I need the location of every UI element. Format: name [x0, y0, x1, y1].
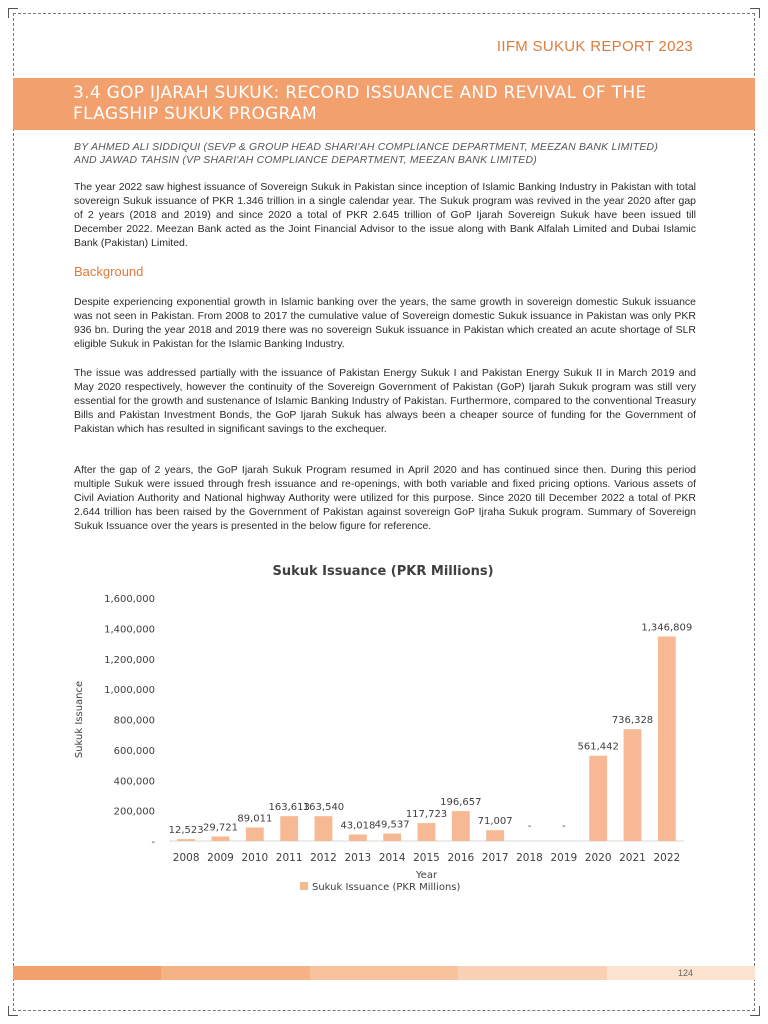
footer-bar-segment — [458, 966, 607, 980]
bar-2008 — [177, 839, 195, 841]
bar-2012 — [315, 816, 333, 841]
data-label-2013: 43,018 — [340, 820, 376, 832]
y-tick-label: 1,600,000 — [104, 594, 155, 605]
bar-2016 — [452, 811, 470, 841]
data-label-2011: 163,613 — [268, 802, 310, 814]
section-title-band — [13, 78, 755, 130]
x-axis-label: Year — [415, 870, 438, 881]
x-tick-label: 2019 — [550, 852, 578, 864]
y-tick-label: 400,000 — [113, 776, 155, 788]
page-number: 124 — [677, 968, 693, 978]
crop-mark — [8, 1006, 18, 1016]
x-tick-label: 2010 — [241, 852, 269, 864]
bar-2021 — [624, 729, 642, 841]
x-tick-label: 2017 — [481, 852, 509, 864]
footer-bar-segment — [161, 966, 310, 980]
report-header-title: IIFM SUKUK REPORT 2023 — [496, 38, 693, 55]
bar-2020 — [589, 756, 607, 841]
y-tick-label: 1,000,000 — [104, 685, 155, 697]
x-tick-label: 2015 — [413, 852, 440, 864]
x-tick-label: 2016 — [447, 852, 475, 864]
crop-mark — [750, 1006, 760, 1016]
y-axis-label: Sukuk Issuance — [74, 680, 85, 759]
data-label-2020: 561,442 — [577, 741, 619, 753]
x-tick-label: 2013 — [344, 852, 372, 864]
x-tick-label: 2009 — [207, 852, 234, 864]
bar-2010 — [246, 827, 264, 841]
bar-2013 — [349, 834, 367, 841]
y-tick-label: 800,000 — [113, 715, 155, 727]
footer-bar-segment — [310, 966, 459, 980]
data-label-2018: - — [527, 821, 532, 832]
footer-color-bar — [13, 966, 755, 980]
chart-svg — [60, 556, 710, 900]
data-label-2017: 71,007 — [477, 816, 513, 828]
data-label-2010: 89,011 — [237, 813, 273, 825]
x-tick-label: 2008 — [172, 852, 200, 864]
y-tick-label: 600,000 — [113, 745, 155, 757]
x-tick-label: 2020 — [584, 852, 612, 864]
sukuk-issuance-chart — [60, 556, 710, 900]
y-tick-label: - — [151, 837, 155, 848]
y-tick-label: 200,000 — [113, 806, 155, 818]
author-byline — [74, 141, 696, 167]
crop-mark — [750, 8, 760, 18]
byline-line-1: BY AHMED ALI SIDDIQUI (SEVP & GROUP HEAD SHARI'AH COMPLIANCE DEPARTMENT, MEEZAN BANK LIMITED) — [74, 141, 659, 153]
legend-swatch — [300, 882, 308, 890]
background-paragraph-3: After the gap of 2 years, the GoP Ijarah Sukuk Program resumed in April 2020 and has continued since then. During this period multiple Sukuk were issued through fresh issuance and re-openings, with both variable and fixed pricing options. Various assets of Civil Aviation Authority and National highway Authority were utilized for this purpose. Since 2020 till December 2022 a total of PKR 2.644 trillion has been raised by the Government of Pakistan against sovereign GoP Ijraha Sukuk program. Summary of Sovereign Sukuk Issuance over the years is presented in the below figure for reference. — [74, 464, 696, 532]
chart-title: Sukuk Issuance (PKR Millions) — [272, 564, 494, 579]
data-label-2021: 736,328 — [611, 715, 654, 727]
x-tick-label: 2012 — [310, 852, 337, 864]
section-title-line-1: 3.4 GOP IJARAH SUKUK: RECORD ISSUANCE AND REVIVAL OF THE — [73, 83, 647, 103]
intro-paragraph: The year 2022 saw highest issuance of Sovereign Sukuk in Pakistan since inception of Islamic Banking Industry in Pakistan with total sovereign Sukuk issuance of PKR 1.346 trillion in a single calendar year. The Sukuk program was revived in the year 2020 after gap of 2 years (2018 and 2019) and since 2020 a total of PKR 2.645 trillion of GoP Ijarah Sovereign Sukuk have been issued till December 2022. Meezan Bank acted as the Joint Financial Advisor to the issue along with Bank Alfalah Limited and Dubai Islamic Bank (Pakistan) Limited. — [74, 181, 696, 249]
data-label-2014: 49,537 — [374, 819, 410, 831]
bar-2017 — [486, 830, 504, 841]
byline-line-2: AND JAWAD TAHSIN (VP SHARI'AH COMPLIANCE DEPARTMENT, MEEZAN BANK LIMITED) — [74, 154, 537, 166]
bar-2022 — [658, 636, 676, 841]
footer-bar-segment — [13, 966, 162, 980]
background-heading: Background — [74, 264, 144, 279]
x-tick-label: 2011 — [275, 852, 303, 864]
crop-mark — [8, 8, 18, 18]
legend-label: Sukuk Issuance (PKR Millions) — [312, 882, 461, 893]
data-label-2009: 29,721 — [203, 822, 238, 834]
bar-2011 — [280, 816, 298, 841]
data-label-2022: 1,346,809 — [641, 622, 693, 634]
bar-2009 — [212, 836, 230, 841]
y-tick-label: 1,400,000 — [104, 624, 155, 636]
data-label-2015: 117,723 — [405, 809, 448, 821]
bar-2015 — [418, 823, 436, 841]
section-title-line-2: FLAGSHIP SUKUK PROGRAM — [73, 104, 317, 124]
data-label-2012: 163,540 — [302, 802, 345, 814]
x-tick-label: 2018 — [516, 852, 543, 864]
data-label-2016: 196,657 — [440, 797, 482, 809]
x-tick-label: 2022 — [653, 852, 681, 864]
x-tick-label: 2021 — [619, 852, 646, 864]
data-label-2008: 12,523 — [168, 825, 204, 837]
data-label-2019: - — [562, 821, 566, 832]
background-paragraph-2: The issue was addressed partially with the issuance of Pakistan Energy Sukuk I and Pakistan Energy Sukuk II in March 2019 and May 2020 respectively, however the continuity of the Sovereign Government of Pakistan (GoP) Ijarah Sukuk program was still very essential for the growth and sustenance of Islamic Banking Industry of Pakistan. Furthermore, compared to the conventional Treasury Bills and Pakistan Investment Bonds, the GoP Ijarah Sukuk has always been a cheaper source of funding for the Government of Pakistan which has resulted in significant savings to the exchequer. — [74, 367, 696, 435]
bar-2014 — [383, 833, 401, 841]
background-paragraph-1: Despite experiencing exponential growth in Islamic banking over the years, the same growth in sovereign domestic Sukuk issuance was not seen in Pakistan. From 2008 to 2017 the cumulative value of Sovereign domestic Sukuk issuance in Pakistan was only PKR 936 bn. During the year 2018 and 2019 there was no sovereign Sukuk issuance in Pakistan which created an acute shortage of SLR eligible Sukuk in Pakistan for the Islamic Banking Industry. — [74, 296, 696, 350]
y-tick-label: 1,200,000 — [104, 654, 155, 666]
x-tick-label: 2014 — [378, 852, 406, 864]
